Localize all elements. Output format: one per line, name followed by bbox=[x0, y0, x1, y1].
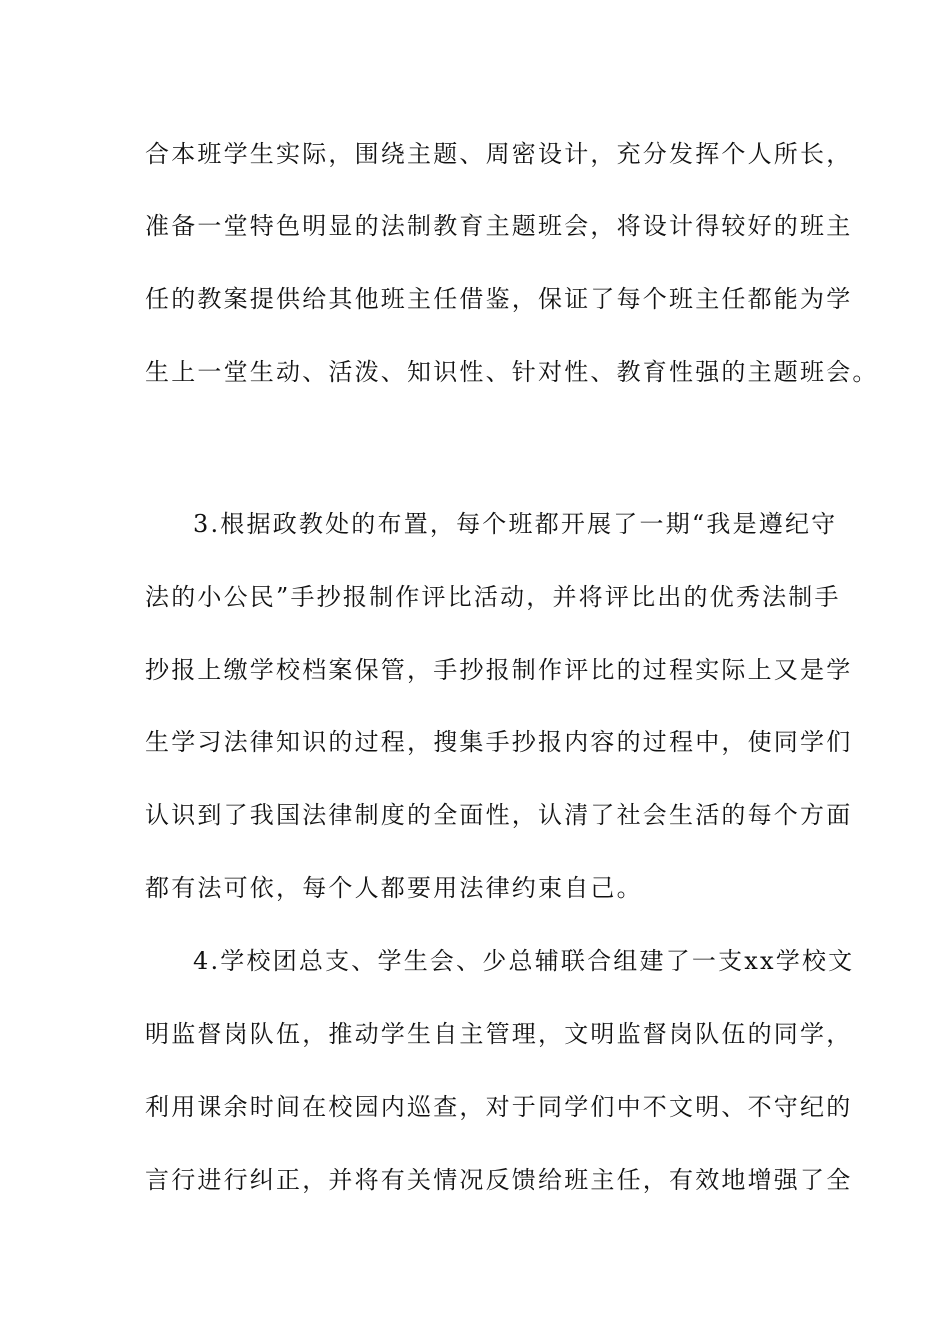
paragraph-3-line-2: 明监督岗队伍，推动学生自主管理，文明监督岗队伍的同学， bbox=[145, 1020, 853, 1048]
paragraph-1-line-2: 准备一堂特色明显的法制教育主题班会，将设计得较好的班主 bbox=[145, 212, 853, 240]
paragraph-3-line-1: 4.学校团总支、学生会、少总辅联合组建了一支xx学校文 bbox=[193, 947, 855, 975]
paragraph-3-line-4: 言行进行纠正，并将有关情况反馈给班主任，有效地增强了全 bbox=[145, 1166, 853, 1194]
paragraph-2-line-4: 生学习法律知识的过程，搜集手抄报内容的过程中，使同学们 bbox=[145, 728, 853, 756]
paragraph-1-line-1: 合本班学生实际，围绕主题、周密设计，充分发挥个人所长， bbox=[145, 140, 853, 168]
paragraph-1-line-3: 任的教案提供给其他班主任借鉴，保证了每个班主任都能为学 bbox=[145, 285, 853, 313]
paragraph-3-line-3: 利用课余时间在校园内巡查，对于同学们中不文明、不守纪的 bbox=[145, 1093, 853, 1121]
paragraph-2-line-5: 认识到了我国法律制度的全面性，认清了社会生活的每个方面 bbox=[145, 801, 853, 829]
paragraph-1-line-4: 生上一堂生动、活泼、知识性、针对性、教育性强的主题班会。 bbox=[145, 358, 879, 386]
paragraph-2-line-1: 3.根据政教处的布置，每个班都开展了一期“我是遵纪守 bbox=[193, 510, 838, 538]
paragraph-2-line-2: 法的小公民”手抄报制作评比活动，并将评比出的优秀法制手 bbox=[145, 583, 841, 611]
paragraph-2-line-3: 抄报上缴学校档案保管，手抄报制作评比的过程实际上又是学 bbox=[145, 656, 853, 684]
paragraph-2-line-6: 都有法可依，每个人都要用法律约束自己。 bbox=[145, 874, 643, 902]
